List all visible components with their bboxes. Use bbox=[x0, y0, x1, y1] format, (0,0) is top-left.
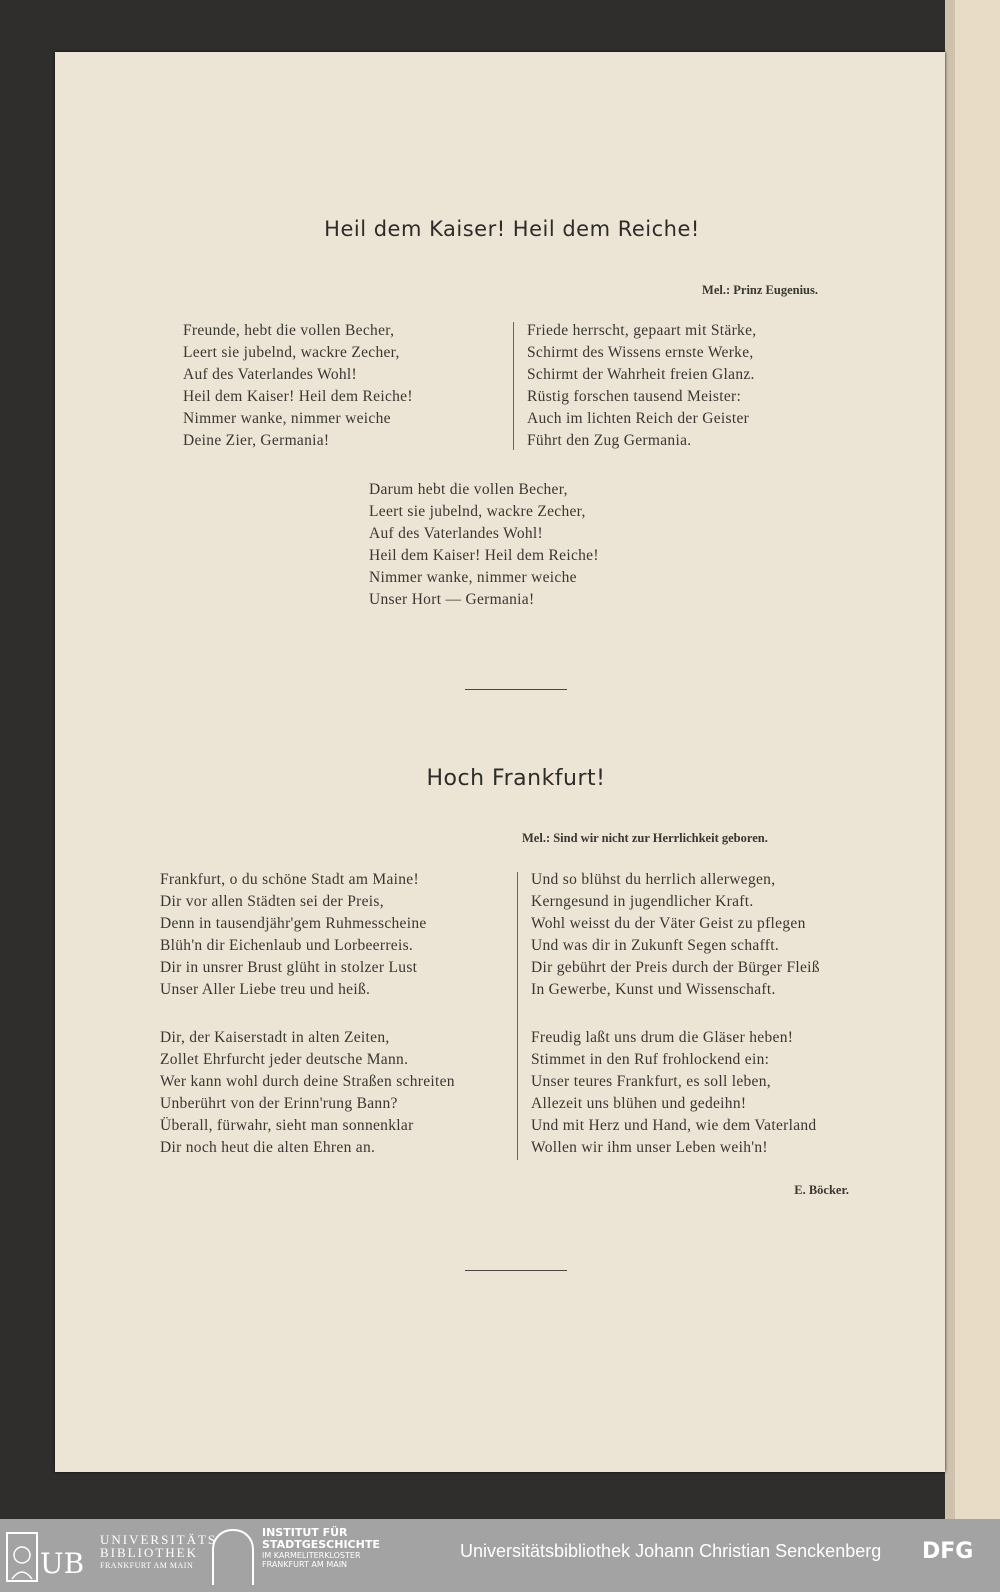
verse-line: Zollet Ehrfurcht jeder deutsche Mann. bbox=[160, 1051, 409, 1068]
verse-line: Freunde, hebt die vollen Becher, bbox=[183, 322, 395, 339]
verse-line: Und was dir in Zukunft Segen schafft. bbox=[531, 937, 780, 954]
verse-line: Unser Hort — Germania! bbox=[369, 591, 535, 608]
verse-line: Rüstig forschen tausend Meister: bbox=[527, 388, 742, 405]
ub-logo-icon bbox=[6, 1531, 92, 1583]
song1-stanza-left bbox=[183, 320, 413, 452]
verse-line: Kerngesund in jugendlicher Kraft. bbox=[531, 893, 754, 910]
verse-line: Überall, fürwahr, sieht man sonnenklar bbox=[160, 1117, 414, 1134]
song1-chorus bbox=[369, 479, 599, 611]
verse-line: Auf des Vaterlandes Wohl! bbox=[369, 525, 543, 542]
verse-line: Blüh'n dir Eichenlaub und Lorbeerreis. bbox=[160, 937, 414, 954]
verse-line: Leert sie jubelnd, wackre Zecher, bbox=[369, 503, 586, 520]
verse-line: Schirmt des Wissens ernste Werke, bbox=[527, 344, 754, 361]
verse-line: In Gewerbe, Kunst und Wissenschaft. bbox=[531, 981, 776, 998]
verse-line: Wohl weisst du der Väter Geist zu pflegen bbox=[531, 915, 806, 932]
verse-line: Nimmer wanke, nimmer weiche bbox=[369, 569, 577, 586]
song2-author: E. Böcker. bbox=[794, 1183, 849, 1197]
ifs-logo-icon bbox=[212, 1529, 254, 1585]
ub-line3: FRANKFURT AM MAIN bbox=[100, 1561, 194, 1570]
verse-line: Heil dem Kaiser! Heil dem Reiche! bbox=[369, 547, 599, 564]
song1-melody: Mel.: Prinz Eugenius. bbox=[702, 283, 818, 297]
verse-line: Darum hebt die vollen Becher, bbox=[369, 481, 568, 498]
dfg-logo: DFG bbox=[922, 1539, 974, 1564]
section-rule bbox=[465, 1270, 567, 1271]
document-page bbox=[55, 52, 945, 1472]
ub-name bbox=[100, 1533, 217, 1572]
verse-line: Wollen wir ihm unser Leben weih'n! bbox=[531, 1139, 768, 1156]
adjacent-page-edge bbox=[945, 0, 1000, 1519]
section-rule bbox=[465, 689, 567, 690]
song2-stanza-right-1 bbox=[531, 869, 820, 1001]
column-divider bbox=[513, 322, 514, 450]
verse-line: Unberührt von der Erinn'rung Bann? bbox=[160, 1095, 398, 1112]
column-divider bbox=[517, 872, 518, 1160]
verse-line: Nimmer wanke, nimmer weiche bbox=[183, 410, 391, 427]
verse-line: Dir vor allen Städten sei der Preis, bbox=[160, 893, 384, 910]
song2-title: Hoch Frankfurt! bbox=[426, 766, 606, 791]
song2-melody: Mel.: Sind wir nicht zur Herrlichkeit geboren. bbox=[522, 831, 768, 845]
ifs-line2: STADTGESCHICHTE bbox=[262, 1538, 380, 1551]
verse-line: Auch im lichten Reich der Geister bbox=[527, 410, 750, 427]
verse-line: Denn in tausendjähr'gem Ruhmesscheine bbox=[160, 915, 427, 932]
song2-stanza-left-1 bbox=[160, 869, 427, 1001]
verse-line: Heil dem Kaiser! Heil dem Reiche! bbox=[183, 388, 413, 405]
ub-line2: BIBLIOTHEK bbox=[100, 1545, 198, 1560]
song1-stanza-right bbox=[527, 320, 756, 452]
footer-bar bbox=[0, 1519, 1000, 1592]
verse-line: Auf des Vaterlandes Wohl! bbox=[183, 366, 357, 383]
verse-line: Stimmet in den Ruf frohlockend ein: bbox=[531, 1051, 770, 1068]
verse-line: Dir noch heut die alten Ehren an. bbox=[160, 1139, 376, 1156]
ifs-line4: FRANKFURT AM MAIN bbox=[262, 1560, 348, 1569]
ifs-name bbox=[262, 1527, 380, 1569]
verse-line: Dir in unsrer Brust glüht in stolzer Lust bbox=[160, 959, 418, 976]
library-name: Universitätsbibliothek Johann Christian Senckenberg bbox=[460, 1541, 882, 1561]
ub-logo-text: UB bbox=[40, 1547, 85, 1580]
verse-line: Frankfurt, o du schöne Stadt am Maine! bbox=[160, 871, 419, 888]
song1-title: Heil dem Kaiser! Heil dem Reiche! bbox=[324, 217, 700, 241]
verse-line: Dir gebührt der Preis durch der Bürger Fleiß bbox=[531, 959, 820, 976]
verse-line: Friede herrscht, gepaart mit Stärke, bbox=[527, 322, 757, 339]
song2-stanza-left-2 bbox=[160, 1027, 455, 1159]
ifs-line3: IM KARMELITERKLOSTER bbox=[262, 1551, 361, 1560]
verse-line: Unser Aller Liebe treu und heiß. bbox=[160, 981, 371, 998]
verse-line: Dir, der Kaiserstadt in alten Zeiten, bbox=[160, 1029, 390, 1046]
verse-line: Deine Zier, Germania! bbox=[183, 432, 330, 449]
ub-line1: UNIVERSITÄTS bbox=[100, 1532, 218, 1547]
verse-line: Allezeit uns blühen und gedeihn! bbox=[531, 1095, 747, 1112]
verse-line: Leert sie jubelnd, wackre Zecher, bbox=[183, 344, 400, 361]
verse-line: Schirmt der Wahrheit freien Glanz. bbox=[527, 366, 755, 383]
song2-stanza-right-2 bbox=[531, 1027, 816, 1159]
ifs-line1: INSTITUT FÜR bbox=[262, 1526, 348, 1539]
verse-line: Führt den Zug Germania. bbox=[527, 432, 692, 449]
verse-line: Freudig laßt uns drum die Gläser heben! bbox=[531, 1029, 794, 1046]
verse-line: Wer kann wohl durch deine Straßen schreiten bbox=[160, 1073, 455, 1090]
verse-line: Und mit Herz und Hand, wie dem Vaterland bbox=[531, 1117, 817, 1134]
verse-line: Unser teures Frankfurt, es soll leben, bbox=[531, 1073, 771, 1090]
verse-line: Und so blühst du herrlich allerwegen, bbox=[531, 871, 776, 888]
